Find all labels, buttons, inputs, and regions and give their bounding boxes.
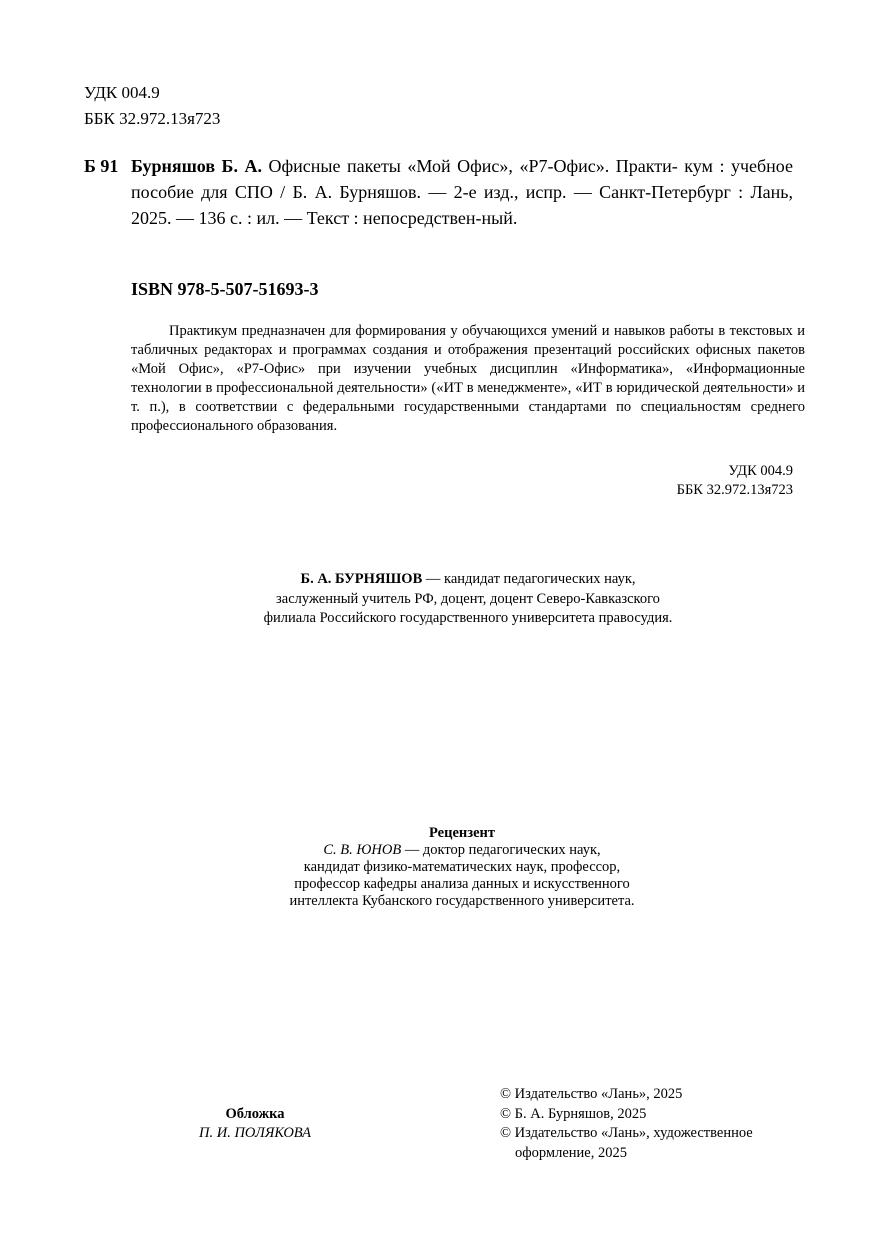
reviewer-block <box>131 825 793 910</box>
bibliographic-author: Бурняшов Б. А. <box>131 156 262 176</box>
copyright-block <box>500 1085 830 1163</box>
author-bio <box>131 570 805 629</box>
bbk-code: ББК 32.972.13я723 <box>84 109 221 128</box>
copyright-line: © Б. А. Бурняшов, 2025 <box>500 1105 647 1122</box>
classification-codes-top <box>84 80 220 132</box>
author-bio-line <box>131 570 805 590</box>
classification-codes-right <box>600 462 793 500</box>
reviewer-line: интеллекта Кубанского государственного университета. <box>289 893 635 909</box>
bbk-code: ББК 32.972.13я723 <box>676 482 793 498</box>
copyright-line: © Издательство «Лань», 2025 <box>500 1086 683 1102</box>
bibliographic-line: ный. <box>481 208 518 228</box>
reviewer-line <box>131 842 793 859</box>
bibliographic-line: кум : учебное пособие для СПО / Б. А. Бурняшов. — 2-е изд., испр. — <box>131 156 794 202</box>
bibliographic-record <box>131 153 793 231</box>
copyright-line: © Издательство «Лань», художественное <box>500 1125 753 1141</box>
reviewer-name: С. В. ЮНОВ <box>323 842 402 858</box>
author-bio-line: филиала Российского государственного университета правосудия. <box>263 610 673 626</box>
reviewer-heading: Рецензент <box>429 825 495 841</box>
bibliographic-line: Санкт-Петербург : Лань, 2025. — 136 с. : ил. — Текст : непосредствен- <box>131 182 793 228</box>
copyright-line: оформление, 2025 <box>515 1144 627 1161</box>
isbn: ISBN 978-5-507-51693-3 <box>131 279 319 299</box>
cover-heading: Обложка <box>225 1106 285 1122</box>
reviewer-text: — доктор педагогических наук, <box>401 842 601 858</box>
cover-designer-name: П. И. ПОЛЯКОВА <box>199 1125 311 1141</box>
annotation-paragraph: Практикум предназначен для формирования у обучающихся умений и навыков работы в текстовых и табличных редакторах и программах создания и отображения презентаций российских офисных пакетов «Мой Офис», «Р7-Офис» при изучении учебных дисциплин «Информатика», «Информационные технологии в профессиональной деятельности» («ИТ в менеджменте», «ИТ в юридической деятельности» и т. п.), в соответствии с федеральными государственными стандартами по специальностям среднего профессионального образования. <box>131 323 805 434</box>
author-bio-line: заслуженный учитель РФ, доцент, доцент Северо-Кавказского <box>276 590 660 607</box>
cover-credit <box>155 1105 355 1143</box>
bibliographic-line: Офисные пакеты «Мой Офис», «Р7-Офис». Практи- <box>268 156 678 176</box>
author-mark: Б 91 <box>84 156 119 176</box>
author-bio-text: — кандидат педагогических наук, <box>422 571 636 587</box>
udk-code: УДК 004.9 <box>728 463 793 479</box>
author-name: Б. А. БУРНЯШОВ <box>300 571 423 587</box>
udk-code: УДК 004.9 <box>84 83 160 102</box>
reviewer-line: профессор кафедры анализа данных и искусственного <box>294 876 630 892</box>
reviewer-line: кандидат физико-математических наук, профессор, <box>303 859 621 875</box>
